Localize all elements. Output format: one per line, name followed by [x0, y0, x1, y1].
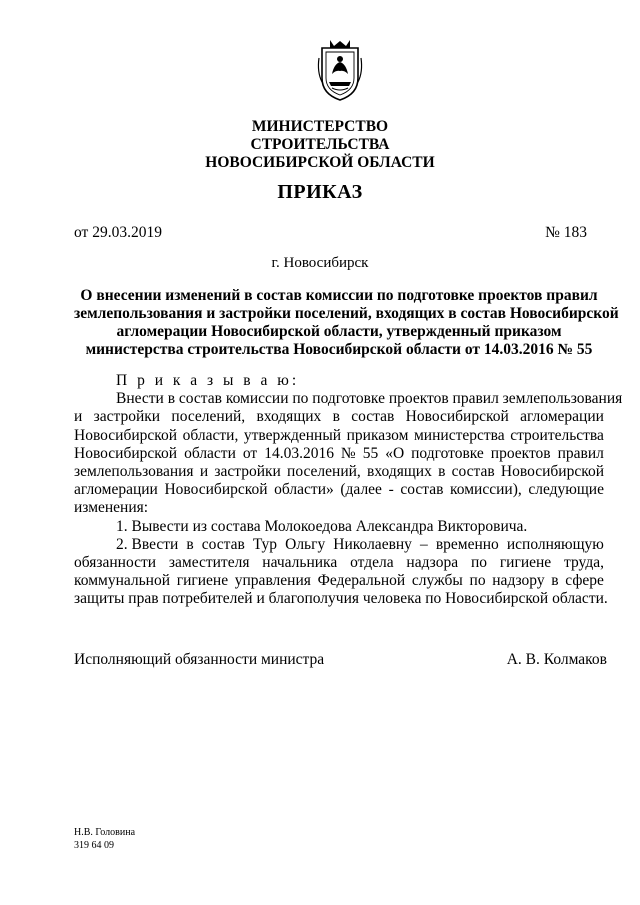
word: министерства	[414, 426, 505, 444]
word: проектов	[490, 444, 551, 462]
word: застройки	[214, 463, 281, 481]
word: исполняющую	[506, 535, 604, 553]
word: состав	[351, 408, 395, 426]
paragraph-line	[74, 445, 604, 463]
word: и	[199, 463, 209, 481]
item-2-line: защиты прав потребителей и благополучия человека по Новосибирской области.	[74, 590, 608, 608]
word: Новосибирской	[500, 463, 604, 481]
word: 2. Ввести	[116, 535, 179, 553]
word: службы	[411, 572, 463, 590]
signatory-name: А. В. Колмаков	[506, 651, 607, 668]
word: области	[184, 444, 236, 462]
word: обязанности	[74, 554, 157, 572]
word: Новосибирской	[164, 481, 268, 499]
item-1: 1. Вывести из состава Молокоедова Александра Викторовича.	[116, 517, 528, 535]
item-2-line	[74, 572, 604, 590]
word: Тур	[252, 535, 278, 553]
word: сфере	[565, 572, 604, 590]
word: агломерации	[74, 481, 158, 499]
footer-author: Н.В. Головина	[74, 827, 136, 838]
footer-phone: 319 64 09	[74, 840, 114, 851]
word: правил	[557, 444, 604, 462]
word: и	[74, 408, 83, 426]
word: в	[186, 535, 194, 553]
word: состав	[451, 463, 495, 481]
word: надзора	[406, 554, 459, 572]
word: застройки	[93, 408, 161, 426]
paragraph-line	[74, 463, 604, 481]
word: надзору	[492, 572, 545, 590]
order-date: от 29.03.2019	[74, 224, 162, 241]
subject-line: министерства строительства Новосибирской области от 14.03.2016 № 55	[85, 341, 593, 358]
paragraph-line	[74, 408, 604, 426]
word: поселений,	[171, 408, 246, 426]
word: №	[340, 444, 356, 462]
word: управления	[234, 572, 311, 590]
paragraph-line	[74, 427, 604, 445]
word: Новосибирской	[74, 444, 178, 462]
word: следующие	[528, 481, 604, 499]
word: области,	[182, 426, 239, 444]
word: в	[438, 463, 446, 481]
word: области»	[274, 481, 334, 499]
word: комиссии),	[450, 481, 522, 499]
word: состав	[400, 481, 444, 499]
subject-line: землепользования и застройки поселений, входящих в состав Новосибирской	[74, 305, 619, 322]
document-type-title: ПРИКАЗ	[277, 181, 363, 203]
word: входящих	[256, 408, 322, 426]
word: землепользования	[74, 463, 194, 481]
word: Николаевну	[333, 535, 412, 553]
word: «О	[385, 444, 405, 462]
prikazyvayu-colon: :	[291, 372, 297, 389]
ministry-name-line: НОВОСИБИРСКОЙ ОБЛАСТИ	[205, 154, 435, 171]
word: строительства	[510, 426, 604, 444]
word: труда,	[564, 554, 604, 572]
coat-of-arms-emblem	[316, 38, 364, 102]
city-name: г. Новосибирск	[271, 255, 369, 271]
subject-line: О внесении изменений в состав комиссии по подготовке проектов правил	[80, 287, 598, 304]
word: по	[469, 572, 486, 590]
word: входящих	[367, 463, 432, 481]
word: утвержденный	[243, 426, 342, 444]
word: Новосибирской	[405, 408, 509, 426]
word: состав	[201, 535, 245, 553]
prikazyvayu-heading	[74, 372, 604, 390]
order-subject	[74, 287, 619, 359]
word: гигиене	[176, 572, 229, 590]
word: от	[242, 444, 258, 462]
ministry-name-line: СТРОИТЕЛЬСТВА	[250, 136, 390, 153]
prikazyvayu-word: П р и к а з ы в а ю	[116, 372, 292, 389]
word: в	[551, 572, 559, 590]
word: коммунальной	[74, 572, 171, 590]
coat-of-arms-icon	[316, 38, 364, 102]
word: гигиене	[499, 554, 552, 572]
word: Ольгу	[285, 535, 326, 553]
word: отдела	[350, 554, 394, 572]
item-2-line	[74, 554, 604, 572]
order-body	[74, 372, 623, 609]
word: в	[332, 408, 340, 426]
word: (далее	[340, 481, 382, 499]
paragraph-line	[74, 481, 604, 499]
word: –	[420, 535, 428, 553]
signatory-position: Исполняющий обязанности министра	[74, 651, 325, 668]
word: Федеральной	[317, 572, 406, 590]
subject-line: агломерации Новосибирской области, утвержденный приказом	[116, 323, 562, 340]
word: 55	[362, 444, 379, 462]
word: 14.03.2016	[264, 444, 334, 462]
paragraph-line: Внести в состав комиссии по подготовке проектов правил землепользования	[116, 390, 623, 408]
ministry-name-line: МИНИСТЕРСТВО	[251, 118, 389, 135]
word: приказом	[346, 426, 409, 444]
word: временно	[435, 535, 499, 553]
paragraph-line: изменения:	[74, 499, 149, 517]
word: подготовке	[411, 444, 484, 462]
word: Новосибирской	[74, 426, 178, 444]
order-number: № 183	[545, 224, 587, 241]
word: начальника	[262, 554, 338, 572]
item-2-line	[74, 536, 604, 554]
word: -	[388, 481, 394, 499]
word: по	[470, 554, 487, 572]
word: поселений,	[287, 463, 361, 481]
word: заместителя	[168, 554, 250, 572]
word: агломерации	[520, 408, 604, 426]
